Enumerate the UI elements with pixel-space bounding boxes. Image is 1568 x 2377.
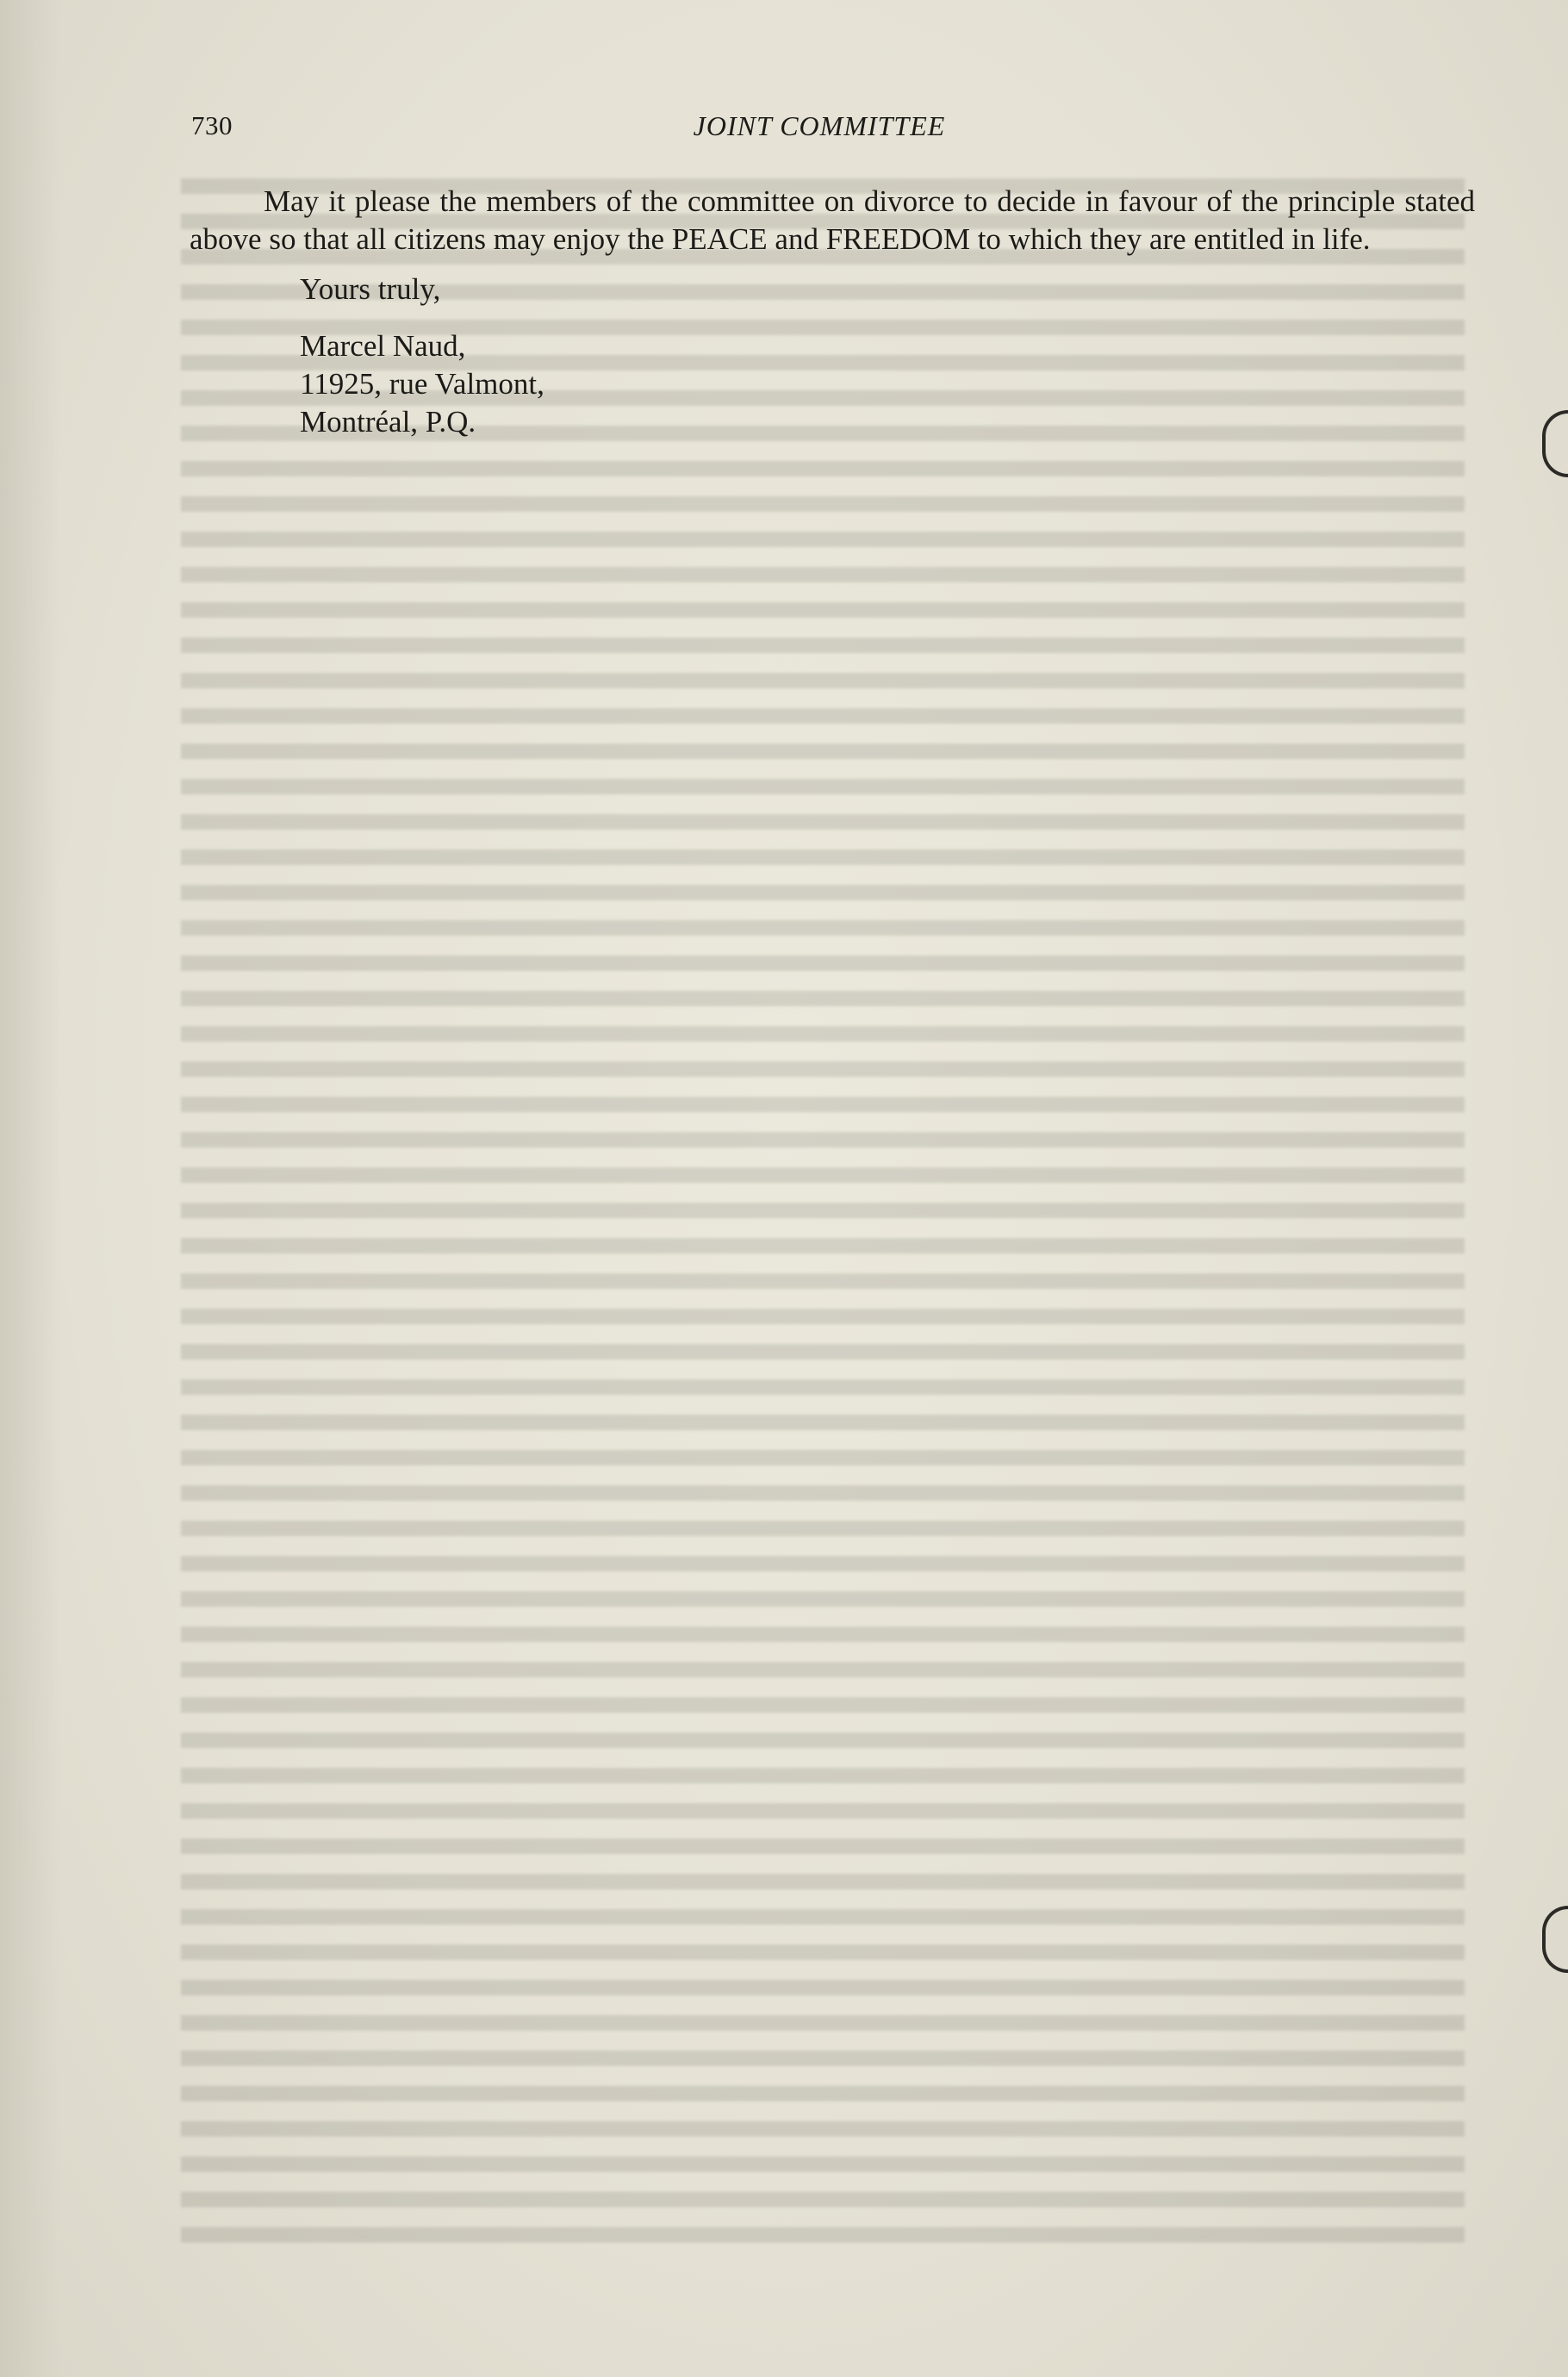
closing-paragraph: May it please the members of the committee on divorce to decide in favour of the principle stated above so that all citizens may enjoy the PEACE and FREEDOM to which they are entitled in life. bbox=[190, 184, 1475, 256]
signature-block bbox=[190, 327, 1475, 441]
show-through-text bbox=[181, 168, 1465, 2262]
letter-body bbox=[190, 183, 1475, 441]
letter-closing: Yours truly, bbox=[300, 272, 441, 306]
signature-name: Marcel Naud, bbox=[300, 329, 466, 363]
page-number: 730 bbox=[191, 110, 233, 140]
signature-city: Montréal, P.Q. bbox=[300, 405, 476, 439]
gutter-shadow bbox=[0, 0, 60, 2377]
page-header bbox=[191, 110, 1413, 148]
signature-street: 11925, rue Valmont, bbox=[300, 367, 544, 401]
running-head: JOINT COMMITTEE bbox=[693, 110, 946, 141]
binding-hole-mark-bottom bbox=[1542, 1906, 1568, 1973]
binding-hole-mark-top bbox=[1542, 410, 1568, 477]
